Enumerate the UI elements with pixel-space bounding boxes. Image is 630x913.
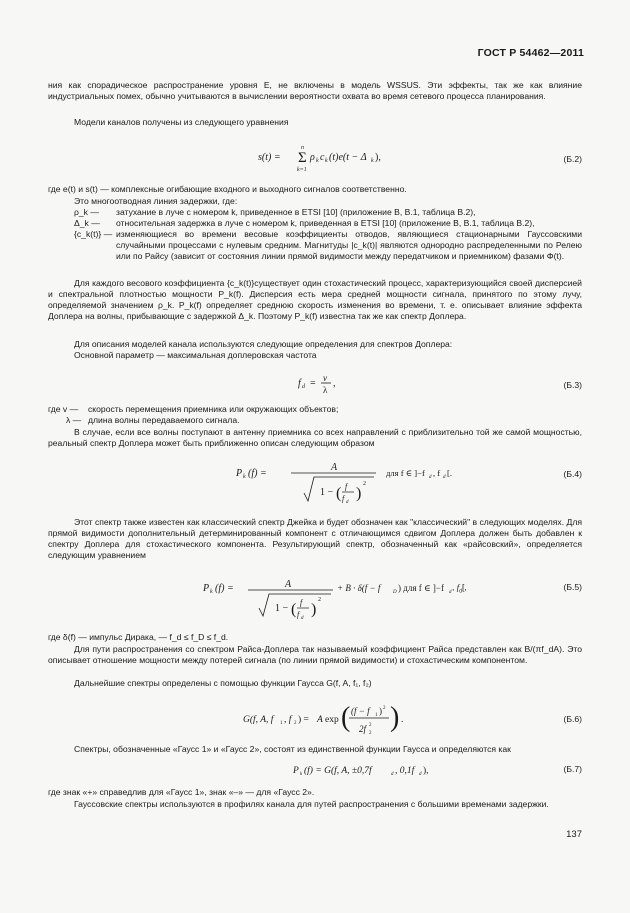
definition-term: {c_k(t)} — — [74, 229, 113, 239]
paragraph-gauss-spectra: Спектры, обозначенные «Гаусс 1» и «Гаусс 2», состоят из единственной функции Гаусса и определяются как — [74, 744, 511, 754]
paragraph-gauss-usage: Гауссовские спектры используются в профилях канала для путей распространения с большими временами задержки. — [74, 799, 549, 809]
svg-text:): ) — [379, 706, 382, 716]
equation-b4 — [48, 455, 582, 505]
svg-text:d: d — [429, 475, 432, 480]
definition-text: затухание в луче с номером k, приведенное в ETSI [10] (приложение В, В.1, таблица В.2), — [116, 207, 476, 217]
svg-text:=: = — [310, 378, 316, 389]
svg-text:(f − f: (f − f — [351, 706, 370, 716]
svg-text:1 −: 1 − — [275, 603, 289, 614]
svg-text:D: D — [393, 590, 397, 595]
svg-text:1: 1 — [375, 713, 378, 718]
svg-text:, f: , f — [433, 468, 441, 478]
paragraph-all-waves: В случае, если все волны поступают в антенну приемника со всех направлений с приблизительно той же самой мощностью, реальный спектр Доплера может быть приближенно описан следующим образом — [48, 427, 582, 448]
svg-text:) =: ) = — [298, 715, 309, 725]
svg-text:ρ: ρ — [310, 152, 315, 163]
paragraph-weight-coefficient: Для каждого весового коэффициента {c_k(t)}существует один стохастический процесс, характеризующийся своей дисперсией и спектральной плотностью мощности P_k(f). Дисперсия есть мера средней мощности сигнала, принятого по этому лучу, определяемой значением ρ_k. P_k(f) определяет среднюю скорость изменения во времени, т. е. описывает влияние эффекта Доплера на волны, прибывающие с задержкой Δ_k. Поэтому P_k(f) известна так же как спектр Доплера. — [48, 278, 582, 321]
svg-text:2: 2 — [318, 597, 321, 603]
paragraph-gauss-function: Дальнейшие спектры определены с помощью функции Гаусса G(f, A, f₁, f₂) — [74, 678, 372, 688]
equation-b7 — [48, 760, 582, 780]
paragraph-models: Модели каналов получены из следующего уравнения — [74, 117, 289, 127]
svg-text:, f: , f — [284, 715, 292, 725]
svg-text:[.: [. — [447, 468, 453, 478]
equation-b2-number: (Б.2) — [563, 154, 582, 164]
equation-b2 — [48, 140, 582, 180]
svg-text:k: k — [210, 589, 213, 595]
where-text: длина волны передаваемого сигнала. — [88, 415, 240, 425]
svg-text:d: d — [346, 500, 349, 505]
paragraph-multitap: Это многоотводная линия задержки, где: — [74, 196, 238, 206]
svg-text:(t)e(t − Δ: (t)e(t − Δ — [329, 152, 367, 163]
where-term: где v — — [48, 404, 79, 414]
definition-term: Δ_k — — [74, 218, 100, 228]
equation-b6-number: (Б.6) — [563, 714, 582, 724]
svg-text:c: c — [320, 152, 325, 163]
equation-b5-range-end: , $f_d$[, — [452, 582, 467, 595]
svg-text:k: k — [316, 158, 319, 164]
svg-text:2: 2 — [369, 731, 372, 736]
page-header: ГОСТ Р 54462—2011 — [477, 47, 584, 59]
definition-text: относительная задержка в луче с номером k, приведенная в ETSI [10] (приложение В, В.1, таблица В.2), — [116, 218, 535, 228]
definition-term: ρ_k — — [74, 207, 99, 217]
svg-text:2: 2 — [369, 723, 372, 728]
svg-text:(f) =: (f) = — [248, 468, 267, 479]
svg-text:d: d — [443, 475, 446, 480]
equation-b6 — [48, 698, 582, 742]
paragraph-rice: Для пути распространения со спектром Райса-Доплера так называемый коэффициент Райса представлен как B/(πf_dA). Это описывает отношение мощности между потерей сигнала (по линии прямой видимости) и стохастическим компонентом. — [48, 644, 582, 665]
svg-text:d: d — [449, 590, 452, 595]
svg-text:k=1: k=1 — [297, 167, 307, 173]
equation-b3-number: (Б.3) — [563, 380, 582, 390]
svg-text:exp: exp — [325, 715, 339, 725]
svg-text:) для f ∈ ]−f: ) для f ∈ ]−f — [398, 583, 444, 593]
svg-text:f: f — [298, 378, 301, 389]
svg-text:Σ: Σ — [298, 150, 307, 166]
svg-text:(: ( — [341, 702, 351, 733]
svg-text:k: k — [243, 474, 246, 480]
svg-text:),: ), — [375, 152, 381, 163]
svg-text:A: A — [331, 462, 338, 473]
paragraph-jakes: Этот спектр также известен как классический спектр Джейка и будет обозначен как "классический" в следующих моделях. Для прямой видимости дополнительный детерминированный компонент с отличающимся сдвигом Доплера должен быть добавлен к спектру Доплера для стохастического компонента. Результирующий спектр, обозначенный как «райсовский», определяется следующим уравнением — [48, 517, 582, 560]
svg-text:),: ), — [423, 766, 429, 776]
svg-text:для f ∈ ]−f: для f ∈ ]−f — [386, 468, 425, 478]
svg-text:d: d — [301, 616, 304, 621]
svg-text:k: k — [371, 158, 374, 164]
definition-list — [74, 207, 582, 262]
paragraph-intro: ния как спорадическое распространение уровня E, не включены в модель WSSUS. Эти эффекты, так же как влияние индустриальных помех, обычно учитываются в вычислении вероятности охвата во время сетевого процесса планирования. — [48, 80, 582, 101]
paragraph-definitions-intro: Для описания моделей канала используются следующие определения для спектров Доплера: — [74, 339, 453, 349]
definition-delta — [74, 218, 582, 229]
svg-text:(f) =: (f) = — [215, 583, 234, 594]
svg-text:A: A — [285, 579, 292, 590]
svg-text:1: 1 — [280, 721, 283, 726]
svg-text:2f: 2f — [359, 724, 367, 734]
where-v-item — [48, 404, 582, 415]
svg-text:f: f — [342, 494, 345, 503]
svg-text:): ) — [390, 702, 400, 733]
paragraph-dirac: где δ(f) — импульс Дирака, — f_d ≤ f_D ≤ f_d. — [48, 632, 229, 642]
svg-text:(f) = G(f, A, ±0,7f: (f) = G(f, A, ±0,7f — [304, 766, 372, 776]
svg-text:1 −: 1 − — [320, 487, 334, 498]
equation-b4-number: (Б.4) — [563, 469, 582, 479]
equation-b6-formula — [243, 698, 423, 742]
equation-b5-formula — [203, 574, 453, 624]
definition-text: изменяющиеся во времени весовые коэффициенты отводов, являющиеся стационарными Гауссовскими случайными процессами с нулевым средним. Магнитуды |c_k(t)| являются однородно распределенными по Релею или по Райсу (зависит от состояния линии прямой видимости между передатчиком и приемником) фазами Φ(t). — [116, 229, 582, 261]
svg-text:): ) — [311, 601, 317, 618]
page-number: 137 — [566, 829, 582, 840]
svg-text:): ) — [356, 485, 362, 502]
svg-text:d: d — [302, 384, 305, 390]
svg-text:P: P — [203, 583, 210, 594]
equation-b5-number: (Б.5) — [563, 582, 582, 592]
svg-text:f: f — [297, 610, 300, 619]
where-v-list — [48, 404, 582, 426]
svg-text:, 0,1f: , 0,1f — [395, 766, 415, 776]
equation-b5 — [48, 574, 582, 624]
svg-text:+ B · δ(f − f: + B · δ(f − f — [337, 583, 381, 593]
paragraph-main-param: Основной параметр — максимальная доплеровская частота — [74, 350, 317, 360]
svg-text:d: d — [391, 772, 394, 777]
equation-b7-number: (Б.7) — [563, 764, 582, 774]
svg-text:2: 2 — [383, 706, 386, 711]
paragraph-where-e-s: где e(t) и s(t) — комплексные огибающие входного и выходного сигналов соответственно. — [48, 184, 407, 194]
svg-text:G(f, A, f: G(f, A, f — [243, 715, 274, 725]
equation-b7-formula — [293, 760, 493, 780]
svg-text:A: A — [317, 715, 323, 725]
svg-text:k: k — [325, 158, 328, 164]
definition-ck — [74, 229, 582, 262]
equation-b2-formula — [258, 140, 458, 180]
svg-text:f: f — [300, 598, 303, 607]
svg-text:(: ( — [291, 601, 297, 618]
paragraph-sign: где знак «+» справедлив для «Гаусс 1», знак «–» — для «Гаусс 2». — [48, 787, 315, 797]
svg-text:λ: λ — [323, 385, 328, 395]
svg-text:v: v — [323, 373, 327, 383]
svg-text:P: P — [236, 468, 243, 479]
svg-text:(: ( — [336, 485, 342, 502]
equation-b4-formula — [236, 455, 476, 505]
where-text: скорость перемещения приемника или окружающих объектов; — [88, 404, 339, 414]
where-term: λ — — [66, 415, 82, 425]
svg-text:f: f — [345, 482, 348, 491]
svg-text:,: , — [333, 378, 336, 389]
svg-text:k: k — [300, 772, 303, 777]
svg-text:n: n — [301, 145, 304, 151]
svg-text:s(t) =: s(t) = — [258, 152, 281, 163]
svg-text:d: d — [419, 772, 422, 777]
svg-text:P: P — [293, 766, 299, 776]
definition-rho — [74, 207, 582, 218]
equation-b3-formula — [298, 370, 398, 400]
svg-text:2: 2 — [363, 481, 366, 487]
svg-text:.: . — [401, 715, 404, 725]
svg-text:2: 2 — [294, 721, 297, 726]
where-lambda-item — [48, 415, 582, 426]
